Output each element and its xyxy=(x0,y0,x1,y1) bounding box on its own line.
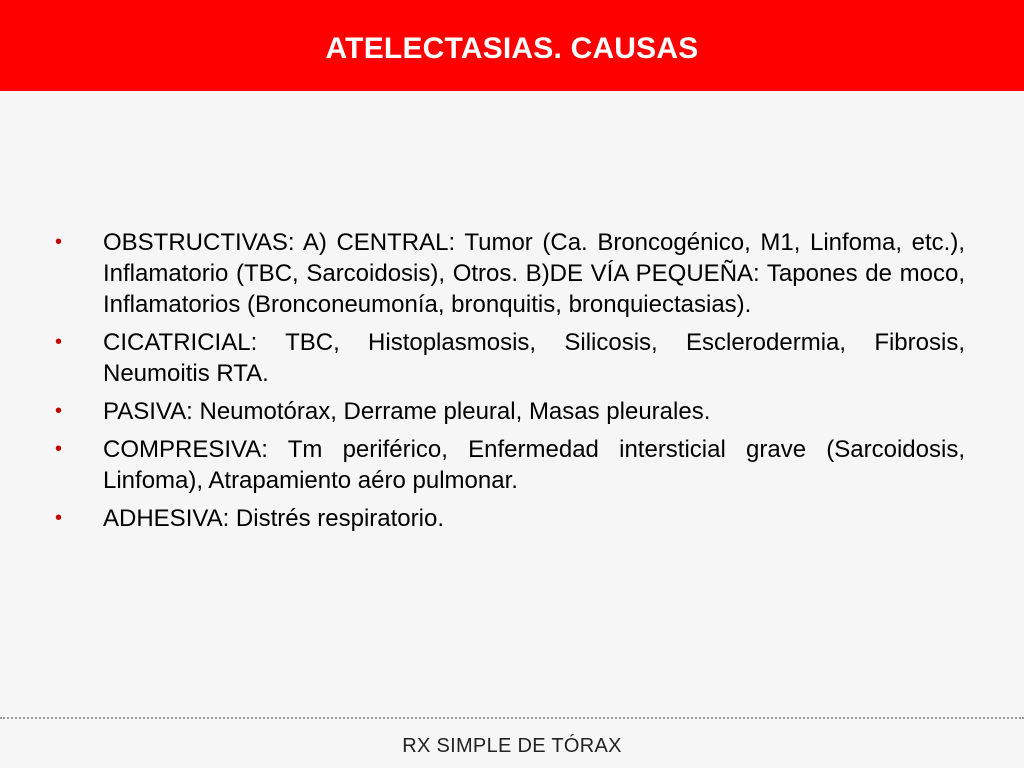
bullet-icon: • xyxy=(55,400,63,422)
bullet-item-pasiva xyxy=(55,396,965,427)
bullet-item-obstructivas xyxy=(55,227,965,320)
bullet-text-cicatricial: CICATRICIAL: TBC, Histoplasmosis, Silicosis, Esclerodermia, Fibrosis, Neumoitis RTA. xyxy=(103,329,965,387)
bullet-icon: • xyxy=(55,507,63,529)
bullet-text-pasiva: PASIVA: Neumotórax, Derrame pleural, Masas pleurales. xyxy=(103,398,711,425)
bullet-item-adhesiva xyxy=(55,503,965,534)
bullet-icon: • xyxy=(55,231,63,253)
bullet-text-obstructivas: OBSTRUCTIVAS: A) CENTRAL: Tumor (Ca. Broncogénico, M1, Linfoma, etc.), Inflamatorio (TBC, Sarcoidosis), Otros. B)DE VÍA PEQUEÑA: Tapones de moco, Inflamatorios (Bronconeumonía, bronquitis, bronquiectasias). xyxy=(103,229,965,318)
bullet-item-compresiva xyxy=(55,434,965,496)
footer-divider xyxy=(0,717,1024,719)
bullet-icon: • xyxy=(55,331,63,353)
footer-text: RX SIMPLE DE TÓRAX xyxy=(402,735,622,757)
slide-title: ATELECTASIAS. CAUSAS xyxy=(325,32,699,65)
bullet-list xyxy=(55,227,965,541)
bullet-text-adhesiva: ADHESIVA: Distrés respiratorio. xyxy=(103,505,444,532)
bullet-icon: • xyxy=(55,438,63,460)
header-bar xyxy=(0,0,1024,91)
bullet-text-compresiva: COMPRESIVA: Tm periférico, Enfermedad intersticial grave (Sarcoidosis, Linfoma), Atrapamiento aéro pulmonar. xyxy=(103,436,965,494)
bullet-item-cicatricial xyxy=(55,327,965,389)
